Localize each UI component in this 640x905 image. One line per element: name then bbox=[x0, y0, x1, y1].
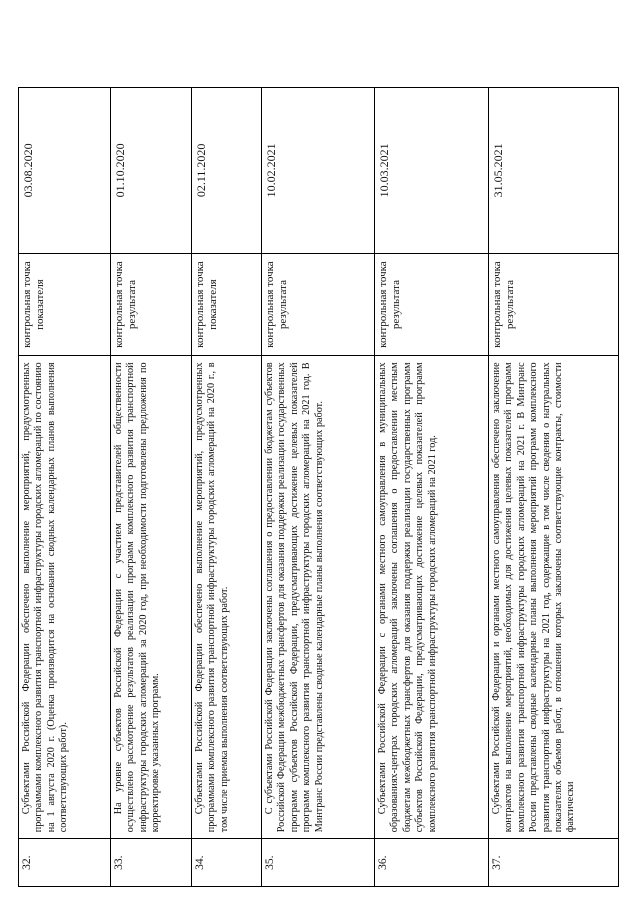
control-points-table bbox=[18, 87, 619, 887]
table-row bbox=[262, 88, 375, 887]
row-type: контрольная точка показателя bbox=[192, 253, 262, 356]
table-row bbox=[375, 88, 489, 887]
row-date: 10.03.2021 bbox=[375, 88, 489, 254]
table-row bbox=[192, 88, 262, 887]
row-description bbox=[262, 356, 375, 839]
row-type: контрольная точка результата bbox=[489, 253, 619, 356]
row-type: контрольная точка результата bbox=[111, 253, 192, 356]
row-number: 34. bbox=[192, 839, 262, 887]
row-description bbox=[111, 356, 192, 839]
row-description bbox=[375, 356, 489, 839]
table-row bbox=[489, 88, 619, 887]
row-type: контрольная точка результата bbox=[262, 253, 375, 356]
row-date: 02.11.2020 bbox=[192, 88, 262, 254]
row-number: 37. bbox=[489, 839, 619, 887]
row-date: 01.10.2020 bbox=[111, 88, 192, 254]
row-number: 32. bbox=[19, 839, 111, 887]
row-number: 36. bbox=[375, 839, 489, 887]
row-description-text: Субъектами Российской Федерации обеспечено выполнение мероприятий, предусмотренных программами комплексного развития транспортной инфраструктуры городских агломераций на 2020 г., в том числе приемка выполнения соответствующих работ. bbox=[194, 362, 230, 833]
row-date: 10.02.2021 bbox=[262, 88, 375, 254]
row-description bbox=[19, 356, 111, 839]
row-type: контрольная точка показателя bbox=[19, 253, 111, 356]
row-number: 35. bbox=[262, 839, 375, 887]
row-description bbox=[489, 356, 619, 839]
row-description-text: Субъектами Российской Федерации и органами местного самоуправления обеспечено заключение контрактов на выполнение мероприятий, необходимых для достижения целевых показателей программ комплексного развития транспортной инфраструктуры городских агломераций на 2021 г. В Минтранс России представлены сводные календарные планы выполнения мероприятий программ комплексного развития транспортной инфраструктуры на 2021 год, содержащие в том числе сведения о натуральных показателях объемов работ, в отношении которых заключены соответствующие контракты, стоимости фактически bbox=[491, 362, 577, 833]
row-number: 33. bbox=[111, 839, 192, 887]
row-description-text: Субъектами Российской Федерации с органами местного самоуправления в муниципальных образованиях-центрах городских агломераций заключены соглашения о предоставлении местным бюджетам межбюджетных трансфертов для оказания поддержки реализации государственных программ субъектов Российской Федерации, предусматривающих достижение целевых показателей программ комплексного развития транспортной инфраструктуры городских агломераций на 2021 год. bbox=[377, 362, 438, 833]
row-description bbox=[192, 356, 262, 839]
row-description-text: С субъектами Российской Федерации заключены соглашения о предоставлении бюджетам субъектов Российской Федерации межбюджетных трансфертов для оказания поддержки реализации государственных программ субъектов Российской Федерации, предусматривающих достижение целевых показателей программ комплексного развития транспортной инфраструктуры городских агломераций на 2021 год. В Минтранс России представлены сводные календарные планы выполнения соответствующих работ. bbox=[264, 362, 325, 833]
row-date: 31.05.2021 bbox=[489, 88, 619, 254]
table-row bbox=[111, 88, 192, 887]
table-row bbox=[19, 88, 111, 887]
row-date: 03.08.2020 bbox=[19, 88, 111, 254]
rotated-page bbox=[18, 87, 618, 887]
row-type: контрольная точка результата bbox=[375, 253, 489, 356]
row-description-text: Субъектами Российской Федерации обеспечено выполнение мероприятий, предусмотренных программами комплексного развития транспортной инфраструктуры городских агломераций по состоянию на 1 августа 2020 г. (Оценка производится на основании сводных календарных планов выполнения соответствующих работ). bbox=[21, 362, 70, 833]
row-description-text: На уровне субъектов Российской Федерации с участием представителей общественности осуществлено рассмотрение результатов реализации программ комплексного развития транспортной инфраструктуры городских агломераций за 2020 год, при необходимости подготовлены предложения по корректировке указанных программ. bbox=[113, 362, 162, 833]
